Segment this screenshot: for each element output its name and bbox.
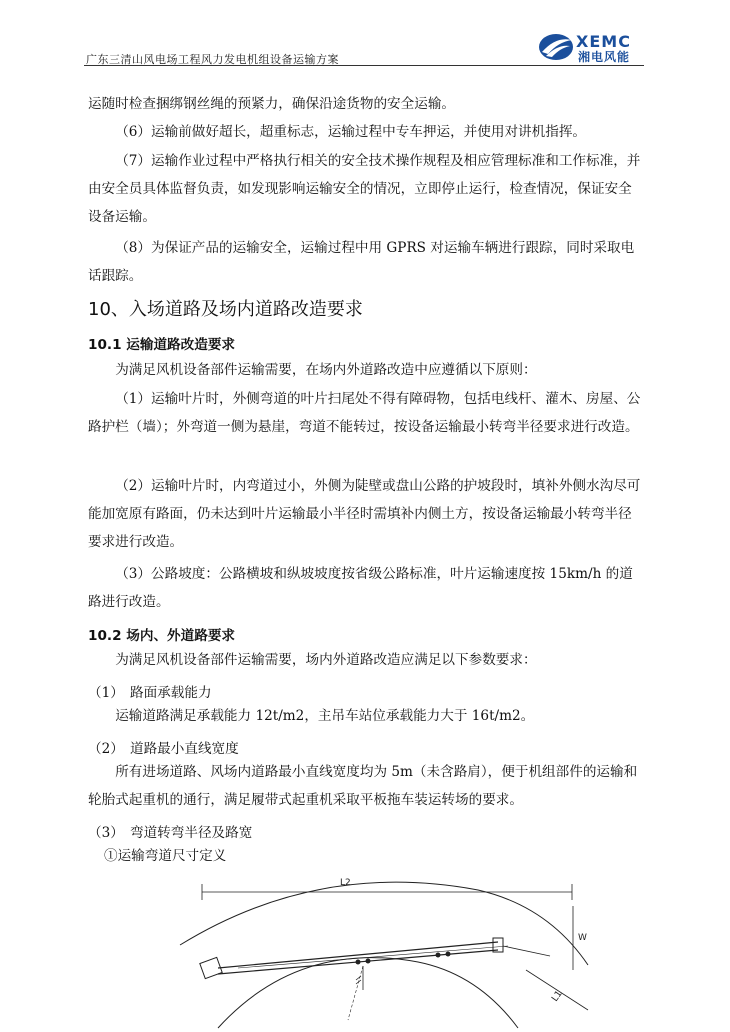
item-2-number: （2） [88, 741, 124, 757]
w-label: W [578, 933, 587, 943]
logo-text-cn: 湘电风能 [578, 50, 631, 64]
section-10-2-heading: 10.2 场内、外道路要求 [88, 628, 236, 644]
header-title: 广东三清山风电场工程风力发电机组设备运输方案 [86, 53, 339, 66]
curve-dimension-diagram [178, 870, 598, 1032]
section-10-1-intro: 为满足风机设备部件运输需要，在场内外道路改造中应遵循以下原则： [115, 362, 537, 378]
paragraph-8: （8）为保证产品的运输安全，运输过程中用 GPRS 对运输车辆进行跟踪，同时采取电话跟踪。 [88, 240, 635, 284]
section-10-heading: 10、入场道路及场内道路改造要求 [88, 299, 363, 320]
inner-road-arc [218, 958, 518, 1028]
paragraph-6: （6）运输前做好超长，超重标志，运输过程中专车押运，并使用对讲机指挥。 [115, 124, 587, 140]
item-2-heading [88, 737, 239, 757]
item-1-heading [88, 681, 212, 701]
radius-line [348, 966, 363, 1020]
rule-1: （1）运输叶片时，外侧弯道的叶片扫尾处不得有障碍物，包括电线杆、灌木、房屋、公路护栏（墙）；外弯道一侧为悬崖，弯道不能转过，按设备运输最小转弯半径要求进行改造。 [88, 391, 641, 435]
company-logo [536, 30, 646, 64]
rule-3: （3）公路坡度：公路横坡和纵坡坡度按省级公路标准，叶片运输速度按 15km/h 的道路进行改造。 [88, 566, 633, 610]
item-1-text: 运输道路满足承载能力 12t/m2，主吊车站位承载能力大于 16t/m2。 [115, 708, 535, 724]
logo-mark-icon [536, 30, 576, 64]
item-3-heading [88, 821, 252, 841]
item-2-text: 所有进场道路、风场内道路最小直线宽度均为 5m（未含路肩），便于机组部件的运输和轮胎式起重机的通行，满足履带式起重机采取平板拖车装运转场的要求。 [88, 764, 638, 808]
blade-tip [503, 946, 550, 956]
rule-2: （2）运输叶片时，内弯道过小，外侧为陡壁或盘山公路的护坡段时，填补外侧水沟尽可能加宽原有路面，仍未达到叶片运输最小半径时需填补内侧土方，按设备运输最小转弯半径要求进行改造。 [88, 478, 641, 550]
section-10-2-intro: 为满足风机设备部件运输需要，场内外道路改造应满足以下参数要求： [115, 652, 537, 668]
item-3-title: 弯道转弯半径及路宽 [130, 825, 253, 841]
item-3-number: （3） [88, 825, 124, 841]
header-divider [84, 65, 644, 66]
paragraph-continued: 运随时检查捆绑钢丝绳的预紧力，确保沿途货物的安全运输。 [88, 96, 456, 112]
item-1-title: 路面承载能力 [130, 685, 212, 701]
l2-label: L2 [340, 878, 351, 888]
logo-text-en: XEMC [576, 32, 631, 51]
paragraph-7: （7）运输作业过程中严格执行相关的安全技术操作规程及相应管理标准和工作标准，并由安全员具体监督负责，如发现影响运输安全的情况，立即停止运行，检查情况，保证安全设备运输。 [88, 153, 641, 225]
item-3-subtitle: ①运输弯道尺寸定义 [104, 848, 227, 864]
l1-label: L1 [550, 989, 565, 1004]
item-2-title: 道路最小直线宽度 [130, 741, 239, 757]
item-1-number: （1） [88, 685, 124, 701]
section-10-1-heading: 10.1 运输道路改造要求 [88, 337, 236, 353]
